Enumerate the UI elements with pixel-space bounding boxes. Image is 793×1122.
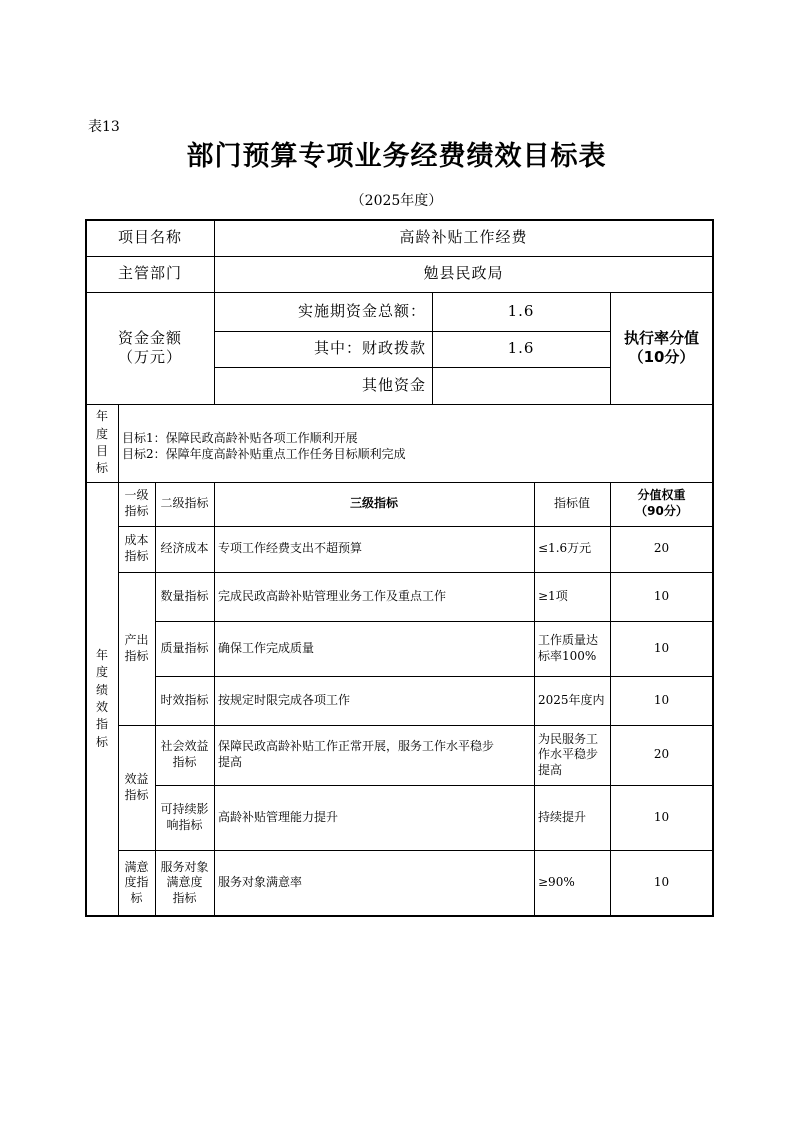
department-label: 主管部门 — [117, 264, 182, 283]
fiscal-funds-label: 其中：财政拨款 — [313, 339, 426, 358]
annual-goal-text — [118, 404, 713, 482]
total-funds-value: 1.6 — [507, 301, 535, 320]
row-value: 2025年度内 — [538, 692, 605, 707]
page-title: 部门预算专项业务经费绩效目标表 — [186, 141, 607, 172]
row-weight: 10 — [653, 588, 670, 603]
row-level3: 完成民政高龄补贴管理业务工作及重点工作 — [218, 588, 447, 603]
row-weight: 10 — [653, 875, 670, 890]
row-level3: 保障民政高龄补贴工作正常开展，服务工作水平稳步 提高 — [218, 739, 495, 769]
goal-item: 目标2：保障年度高龄补贴重点工作任务目标顺利完成 — [122, 447, 406, 461]
project-name-value: 高龄补贴工作经费 — [399, 228, 528, 247]
row-level2: 质量指标 — [160, 640, 209, 655]
row-level3: 服务对象满意率 — [218, 875, 303, 890]
row-weight: 20 — [653, 541, 670, 556]
fiscal-funds-value: 1.6 — [507, 339, 535, 358]
group-output: 产出 指标 — [124, 632, 149, 663]
department-value: 勉县民政局 — [423, 264, 504, 283]
table-label: 表13 — [88, 119, 120, 135]
row-level2: 时效指标 — [160, 692, 209, 707]
funds-label — [86, 292, 214, 404]
row-value: 工作质量达 标率100% — [538, 632, 599, 663]
funds-label-line2: （万元） — [117, 348, 182, 366]
row-level3: 专项工作经费支出不超预算 — [218, 541, 363, 556]
row-value: 持续提升 — [538, 809, 587, 824]
row-value: ≥1项 — [538, 588, 568, 603]
execution-score-line2: （10分） — [628, 348, 695, 366]
indicators-section-label: 年 度 绩 效 指 标 — [95, 647, 108, 749]
group-benefit: 效益 指标 — [124, 771, 149, 802]
funds-label-line1: 资金金额 — [117, 328, 182, 347]
group-satisfaction: 满意 度指 标 — [124, 859, 149, 905]
row-level2: 社会效益 指标 — [160, 739, 209, 769]
header-level2: 二级指标 — [160, 496, 209, 511]
total-funds-label: 实施期资金总额： — [297, 301, 426, 320]
row-weight: 20 — [653, 747, 670, 762]
row-value: 为民服务工 作水平稳步 提高 — [538, 731, 599, 777]
row-level2: 经济成本 — [160, 541, 209, 556]
row-level3: 高龄补贴管理能力提升 — [218, 809, 339, 824]
row-level3: 确保工作完成质量 — [218, 640, 315, 655]
row-weight: 10 — [653, 692, 670, 707]
header-value: 指标值 — [553, 496, 590, 511]
group-cost: 成本 指标 — [124, 533, 149, 563]
other-funds-label: 其他资金 — [361, 375, 426, 394]
header-level3: 三级指标 — [349, 496, 398, 511]
row-value: ≤1.6万元 — [538, 541, 592, 556]
execution-score-line1: 执行率分值 — [623, 328, 699, 347]
execution-score — [610, 292, 713, 404]
annual-goal-label: 年 度 目 标 — [95, 409, 108, 476]
goal-item: 目标1：保障民政高龄补贴各项工作顺利开展 — [122, 431, 358, 446]
header-level1: 一级 指标 — [124, 488, 149, 518]
row-weight: 10 — [653, 809, 670, 824]
fiscal-year: （2025年度） — [350, 193, 443, 209]
row-weight: 10 — [653, 640, 670, 655]
other-funds-value — [432, 367, 610, 404]
row-value: ≥90% — [538, 875, 575, 890]
row-level2: 可持续影 响指标 — [160, 801, 209, 832]
row-level3: 按规定时限完成各项工作 — [218, 692, 351, 707]
header-weight: 分值权重 （90分） — [635, 488, 688, 518]
row-level2: 服务对象 满意度 指标 — [160, 859, 209, 905]
project-name-label: 项目名称 — [117, 228, 182, 247]
row-level2: 数量指标 — [160, 588, 209, 603]
